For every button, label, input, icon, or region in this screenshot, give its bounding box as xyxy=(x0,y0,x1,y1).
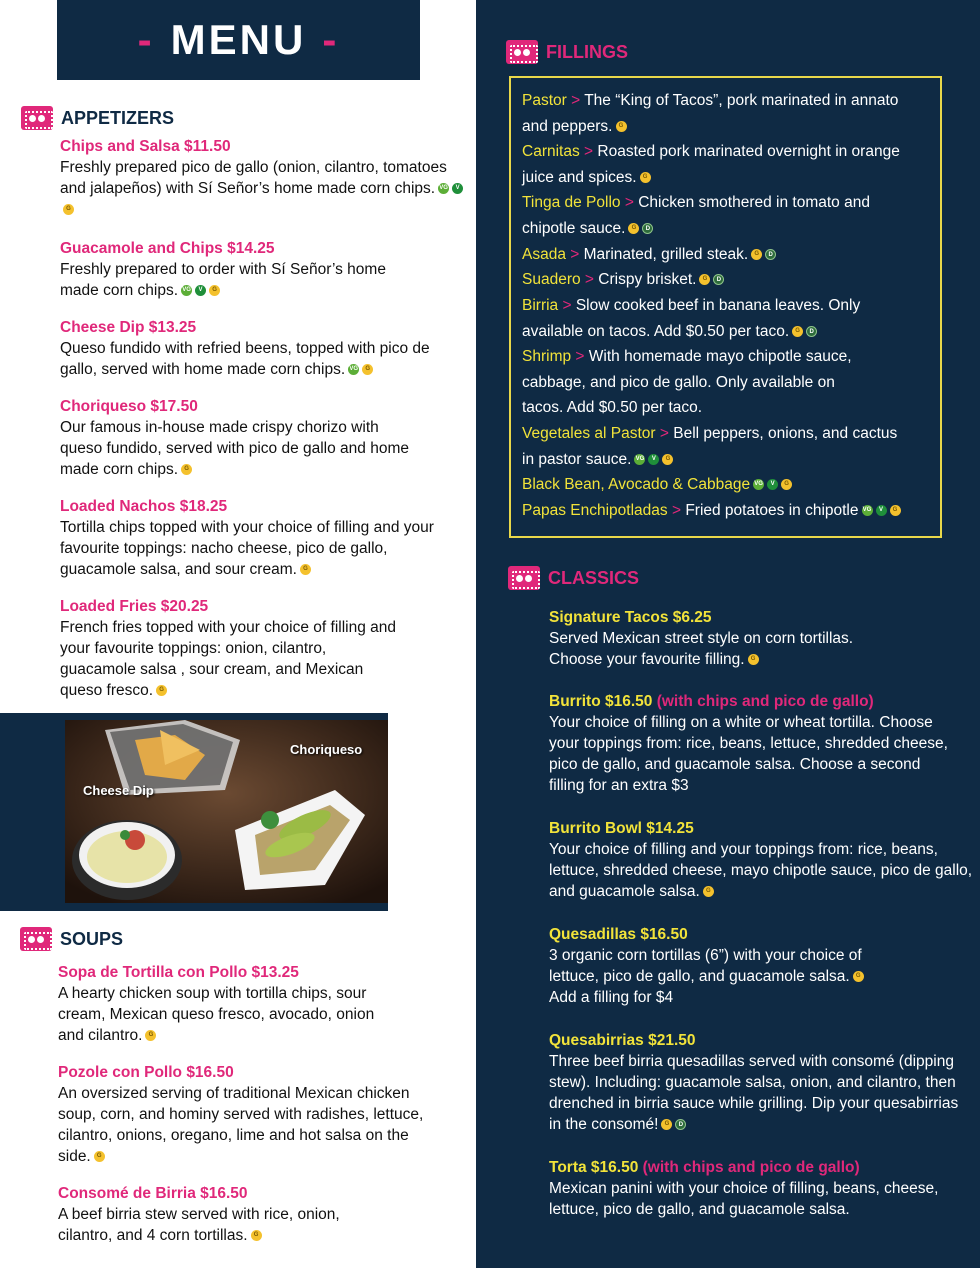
filling-pastor xyxy=(522,88,937,139)
soups-heading-label: SOUPS xyxy=(60,928,124,949)
dairy-free-icon: D xyxy=(806,326,817,337)
item-description: An oversized serving of traditional Mexican chicken soup, corn, and hominy served with radishes, lettuce, cilantro, onions, oregano, lime and hot salsa on the side. xyxy=(58,1085,424,1165)
filling-papas-enchipotladas xyxy=(522,498,937,524)
gluten-free-icon: G xyxy=(890,505,901,516)
item-title: Guacamole and Chips $14.25 xyxy=(60,240,275,257)
vegetarian-icon: V xyxy=(648,454,659,465)
item-title: Loaded Fries $20.25 xyxy=(60,598,209,615)
filling-carnitas xyxy=(522,139,937,190)
gluten-free-icon: G xyxy=(662,454,673,465)
item-description: French fries topped with your choice of filling and your favourite toppings: onion, cilantro, guacamole salsa , sour cream, and Mexican queso fresco. xyxy=(60,619,397,699)
title-dash-left: - xyxy=(137,16,155,63)
filling-desc-line1: Bell peppers, onions, and cactus xyxy=(673,425,898,442)
filling-desc-line3: tacos. Add $0.50 per taco. xyxy=(522,399,703,417)
filling-name: Birria xyxy=(522,297,559,314)
filling-asada xyxy=(522,242,937,268)
filling-tinga-de-pollo xyxy=(522,190,937,241)
filling-desc-line1: Roasted pork marinated overnight in orange xyxy=(597,143,900,160)
photo-label-cheese-dip: Cheese Dip xyxy=(83,783,154,798)
filling-black-bean-avocado-cabbage xyxy=(522,472,937,498)
gluten-free-icon: G xyxy=(628,223,639,234)
classics-heading-label: CLASSICS xyxy=(548,567,640,588)
item-description: Mexican panini with your choice of filling, beans, cheese, lettuce, pico de gallo, and guacamole salsa. xyxy=(549,1180,939,1218)
classic-quesadillas xyxy=(549,924,899,1008)
filling-separator: > xyxy=(566,92,585,109)
item-title: Torta $16.50 xyxy=(549,1159,639,1176)
filling-separator: > xyxy=(579,143,598,160)
vegan-icon: VG xyxy=(348,364,359,375)
filling-name: Vegetales al Pastor xyxy=(522,425,656,442)
item-title: Burrito $16.50 xyxy=(549,693,653,710)
item-note: (with chips and pico de gallo) xyxy=(642,1159,860,1176)
gluten-free-icon: G xyxy=(63,204,74,215)
menu-item-guacamole-and-chips xyxy=(60,238,420,301)
item-description: 3 organic corn tortillas (6”) with your choice of lettuce, pico de gallo, and guacamole salsa. xyxy=(549,947,862,985)
item-description: Served Mexican street style on corn tortillas. Choose your favourite filling. xyxy=(549,630,854,668)
item-note: (with chips and pico de gallo) xyxy=(656,693,874,710)
filling-separator: > xyxy=(655,425,674,442)
filling-separator: > xyxy=(558,297,576,314)
item-title: Quesabirrias $21.50 xyxy=(549,1032,696,1049)
menu-item-choriqueso xyxy=(60,396,420,480)
menu-item-loaded-fries xyxy=(60,596,405,701)
gluten-free-icon: G xyxy=(699,274,710,285)
filling-birria xyxy=(522,293,937,344)
filling-desc-line2: in pastor sauce. xyxy=(522,450,632,468)
title-dash-right: - xyxy=(322,16,340,63)
gluten-free-icon: G xyxy=(209,285,220,296)
gluten-free-icon: G xyxy=(251,1230,262,1241)
filling-desc-line1: Fried potatoes in chipotle xyxy=(685,502,859,519)
item-title: Pozole con Pollo $16.50 xyxy=(58,1064,234,1081)
item-description: Our famous in-house made crispy chorizo with queso fundido, served with pico de gallo and home made corn chips. xyxy=(60,419,409,478)
filling-separator: > xyxy=(580,271,599,288)
soups-heading xyxy=(20,927,123,951)
gluten-free-icon: G xyxy=(300,564,311,575)
filling-name: Pastor xyxy=(522,92,567,109)
filling-desc-line1: Marinated, grilled steak. xyxy=(583,246,749,263)
appetizers-heading-label: APPETIZERS xyxy=(61,107,175,128)
gluten-free-icon: G xyxy=(751,249,762,260)
filling-separator: > xyxy=(620,194,639,211)
food-photo xyxy=(65,720,388,903)
dairy-free-icon: D xyxy=(765,249,776,260)
item-description: Your choice of filling and your toppings from: rice, beans, lettuce, shredded cheese, mayo chipotle sauce, pico de gallo, and guacamole salsa. xyxy=(549,841,973,900)
gluten-free-icon: G xyxy=(156,685,167,696)
gluten-free-icon: G xyxy=(640,172,651,183)
left-column xyxy=(0,0,476,1268)
item-description: Queso fundido with refried beens, topped with pico de gallo, served with home made corn chips. xyxy=(60,340,430,378)
menu-item-chips-and-salsa xyxy=(60,136,470,220)
filling-desc-line2: available on tacos. Add $0.50 per taco. xyxy=(522,322,790,340)
gluten-free-icon: G xyxy=(792,326,803,337)
photo-label-choriqueso: Choriqueso xyxy=(290,742,363,757)
filling-separator: > xyxy=(667,502,686,519)
classic-signature-tacos xyxy=(549,607,909,670)
vegan-icon: VG xyxy=(438,183,449,194)
gluten-free-icon: G xyxy=(703,886,714,897)
filling-name: Shrimp xyxy=(522,348,572,365)
filling-desc-line2: juice and spices. xyxy=(522,168,637,186)
menu-item-pozole-con-pollo xyxy=(58,1062,443,1167)
filling-desc-line2: and peppers. xyxy=(522,117,613,135)
filling-name: Carnitas xyxy=(522,143,580,160)
appetizers-heading xyxy=(21,106,174,130)
gluten-free-icon: G xyxy=(362,364,373,375)
menu-banner xyxy=(57,0,420,80)
item-description: A hearty chicken soup with tortilla chips, sour cream, Mexican queso fresco, avocado, onion and cilantro. xyxy=(58,985,375,1044)
page-title: MENU xyxy=(170,16,307,63)
filling-desc-line1: With homemade mayo chipotle sauce, xyxy=(588,348,852,365)
filling-name: Suadero xyxy=(522,271,581,288)
gluten-free-icon: G xyxy=(94,1151,105,1162)
classic-quesabirrias xyxy=(549,1030,959,1135)
menu-item-consome-de-birria xyxy=(58,1183,378,1246)
papel-picado-icon xyxy=(21,106,53,130)
classic-burrito-bowl xyxy=(549,818,973,902)
papel-picado-icon xyxy=(508,566,540,590)
papel-picado-icon xyxy=(506,40,538,64)
item-description: Freshly prepared to order with Sí Señor’s home made corn chips. xyxy=(60,261,386,299)
filling-shrimp xyxy=(522,344,937,421)
gluten-free-icon: G xyxy=(748,654,759,665)
filling-desc-line1: Slow cooked beef in banana leaves. Only xyxy=(575,297,861,314)
filling-name: Black Bean, Avocado & Cabbage xyxy=(522,476,751,493)
dairy-free-icon: D xyxy=(675,1119,686,1130)
item-title: Consomé de Birria $16.50 xyxy=(58,1185,248,1202)
fillings-box xyxy=(509,76,942,538)
vegan-icon: VG xyxy=(181,285,192,296)
fillings-heading xyxy=(506,40,628,64)
dairy-free-icon: D xyxy=(713,274,724,285)
item-description: Three beef birria quesadillas served with consomé (dipping stew). Including: guacamole salsa, onion, and cilantro, then drenched in birria sauce while grilling. Dip your quesabirrias in the consomé! xyxy=(549,1053,959,1133)
item-title: Cheese Dip $13.25 xyxy=(60,319,197,336)
filling-name: Tinga de Pollo xyxy=(522,194,621,211)
filling-separator: > xyxy=(571,348,589,365)
classics-heading xyxy=(508,566,639,590)
vegetarian-icon: V xyxy=(767,479,778,490)
filling-name: Asada xyxy=(522,246,566,263)
filling-desc-line1: Chicken smothered in tomato and xyxy=(638,194,870,211)
vegetarian-icon: V xyxy=(876,505,887,516)
item-description-extra: Add a filling for $4 xyxy=(549,989,674,1006)
filling-suadero xyxy=(522,267,937,293)
item-title: Chips and Salsa $11.50 xyxy=(60,138,231,155)
vegan-icon: VG xyxy=(862,505,873,516)
item-title: Choriqueso $17.50 xyxy=(60,398,198,415)
gluten-free-icon: G xyxy=(853,971,864,982)
gluten-free-icon: G xyxy=(181,464,192,475)
vegan-icon: VG xyxy=(634,454,645,465)
fillings-heading-label: FILLINGS xyxy=(546,41,628,62)
gluten-free-icon: G xyxy=(145,1030,156,1041)
item-description: Freshly prepared pico de gallo (onion, cilantro, tomatoes and jalapeños) with Sí Señor’s home made corn chips. xyxy=(60,159,447,197)
menu-item-sopa-de-tortilla xyxy=(58,962,388,1046)
filling-vegetales-al-pastor xyxy=(522,421,937,472)
vegetarian-icon: V xyxy=(452,183,463,194)
papel-picado-icon xyxy=(20,927,52,951)
menu-item-loaded-nachos xyxy=(60,496,460,580)
filling-name: Papas Enchipotladas xyxy=(522,502,668,519)
gluten-free-icon: G xyxy=(781,479,792,490)
item-title: Burrito Bowl $14.25 xyxy=(549,820,694,837)
item-description: Tortilla chips topped with your choice of filling and your favourite toppings: nacho cheese, pico de gallo, guacamole salsa, and sour cream. xyxy=(60,519,434,578)
item-description: Your choice of filling on a white or wheat tortilla. Choose your toppings from: rice, beans, lettuce, shredded cheese, pico de gallo, and guacamole salsa. Choose a second filling for an extra $3 xyxy=(549,714,948,794)
item-title: Sopa de Tortilla con Pollo $13.25 xyxy=(58,964,299,981)
vegan-icon: VG xyxy=(753,479,764,490)
gluten-free-icon: G xyxy=(616,121,627,132)
item-title: Signature Tacos $6.25 xyxy=(549,609,712,626)
item-title: Loaded Nachos $18.25 xyxy=(60,498,228,515)
filling-desc-line2: cabbage, and pico de gallo. Only available on xyxy=(522,373,835,391)
classic-burrito xyxy=(549,691,949,796)
dairy-free-icon: D xyxy=(642,223,653,234)
filling-desc-line1: Crispy brisket. xyxy=(598,271,697,288)
filling-separator: > xyxy=(565,246,584,263)
classic-torta xyxy=(549,1157,949,1220)
item-title: Quesadillas $16.50 xyxy=(549,926,688,943)
menu-item-cheese-dip xyxy=(60,317,470,380)
item-description: A beef birria stew served with rice, onion, cilantro, and 4 corn tortillas. xyxy=(58,1206,340,1244)
gluten-free-icon: G xyxy=(661,1119,672,1130)
vegetarian-icon: V xyxy=(195,285,206,296)
filling-desc-line2: chipotle sauce. xyxy=(522,219,626,237)
filling-desc-line1: The “King of Tacos”, pork marinated in annato xyxy=(584,92,899,109)
